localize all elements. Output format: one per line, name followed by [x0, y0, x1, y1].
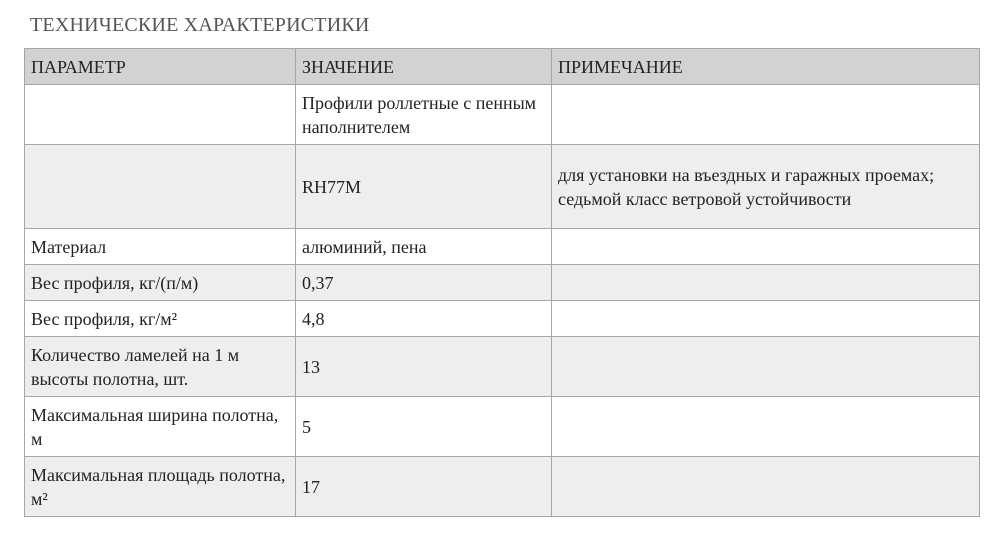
- cell-note: [552, 265, 980, 301]
- table-row: [25, 229, 980, 265]
- cell-value: RH77M: [296, 145, 552, 229]
- cell-value: 0,37: [296, 265, 552, 301]
- cell-note: для установки на въездных и гаражных проемах; седьмой класс ветровой устойчивости: [552, 145, 980, 229]
- cell-parameter: [25, 85, 296, 145]
- cell-value: 13: [296, 337, 552, 397]
- table-row: [25, 337, 980, 397]
- cell-note: [552, 397, 980, 457]
- specs-table: [24, 48, 980, 517]
- header-parameter: ПАРАМЕТР: [25, 49, 296, 85]
- table-row: [25, 457, 980, 517]
- cell-value: 17: [296, 457, 552, 517]
- table-row: [25, 397, 980, 457]
- cell-value: Профили роллетные с пенным наполнителем: [296, 85, 552, 145]
- cell-parameter: [25, 145, 296, 229]
- cell-parameter: Количество ламелей на 1 м высоты полотна, шт.: [25, 337, 296, 397]
- cell-parameter: Вес профиля, кг/м²: [25, 301, 296, 337]
- header-note: ПРИМЕЧАНИЕ: [552, 49, 980, 85]
- cell-note: [552, 457, 980, 517]
- cell-parameter: Вес профиля, кг/(п/м): [25, 265, 296, 301]
- table-row: [25, 85, 980, 145]
- table-row: [25, 301, 980, 337]
- cell-value: 4,8: [296, 301, 552, 337]
- page-title: ТЕХНИЧЕСКИЕ ХАРАКТЕРИСТИКИ: [30, 14, 370, 36]
- table-row: [25, 265, 980, 301]
- table-row: [25, 145, 980, 229]
- cell-parameter: Максимальная площадь полотна, м²: [25, 457, 296, 517]
- cell-note: [552, 85, 980, 145]
- cell-parameter: Максимальная ширина полотна, м: [25, 397, 296, 457]
- header-value: ЗНАЧЕНИЕ: [296, 49, 552, 85]
- cell-value: 5: [296, 397, 552, 457]
- cell-value: алюминий, пена: [296, 229, 552, 265]
- cell-note: [552, 301, 980, 337]
- cell-note: [552, 229, 980, 265]
- cell-parameter: Материал: [25, 229, 296, 265]
- table-header-row: [25, 49, 980, 85]
- cell-note: [552, 337, 980, 397]
